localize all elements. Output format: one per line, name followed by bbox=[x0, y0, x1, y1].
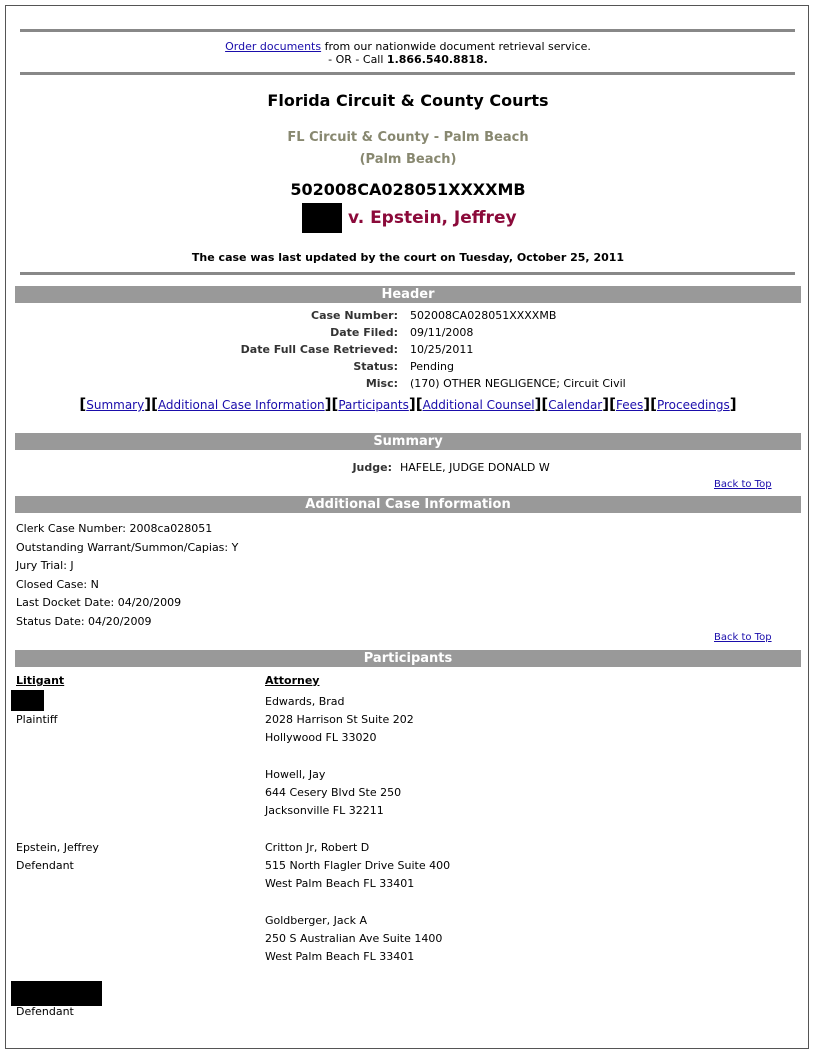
nav-link-additional-case-information[interactable]: Additional Case Information bbox=[157, 398, 325, 412]
defendant-role: Defendant bbox=[16, 1005, 74, 1018]
or-call-text: - OR - Call bbox=[328, 53, 387, 66]
additional-info-list bbox=[16, 520, 238, 631]
section-header-summary: Summary bbox=[15, 433, 801, 450]
order-documents-link[interactable]: Order documents bbox=[225, 40, 322, 53]
divider bbox=[20, 272, 795, 275]
attorney-address: 2028 Harrison St Suite 202 bbox=[265, 713, 414, 726]
section-header-header: Header bbox=[15, 286, 801, 303]
court-title: Florida Circuit & County Courts bbox=[267, 91, 549, 110]
case-title bbox=[302, 203, 517, 233]
attorney-column-header: Attorney bbox=[265, 674, 320, 687]
order-notice-text: from our nationwide document retrieval service. bbox=[321, 40, 591, 53]
redaction-block bbox=[11, 981, 102, 1006]
attorney-city: Jacksonville FL 32211 bbox=[265, 804, 384, 817]
detail-row bbox=[0, 358, 816, 375]
court-subtitle bbox=[0, 127, 816, 171]
divider bbox=[20, 29, 795, 32]
attorney-address: 250 S Australian Ave Suite 1400 bbox=[265, 932, 443, 945]
detail-value: (170) OTHER NEGLIGENCE; Circuit Civil bbox=[410, 377, 626, 390]
nav-link-additional-counsel[interactable]: Additional Counsel bbox=[422, 398, 535, 412]
detail-label: Case Number: bbox=[311, 309, 398, 322]
redaction-block bbox=[302, 203, 342, 233]
litigant-column-header: Litigant bbox=[16, 674, 65, 687]
nav-link-participants[interactable]: Participants bbox=[338, 398, 409, 412]
section-nav: [Summary][Additional Case Information][Participants][Additional Counsel][Calendar][Fees][Proceedings] bbox=[79, 395, 737, 413]
attorney-city: West Palm Beach FL 33401 bbox=[265, 877, 415, 890]
attorney-city: West Palm Beach FL 33401 bbox=[265, 950, 415, 963]
judge-value: HAFELE, JUDGE DONALD W bbox=[400, 461, 550, 474]
detail-value: 10/25/2011 bbox=[410, 343, 474, 356]
court-county: (Palm Beach) bbox=[359, 152, 457, 167]
case-versus: v. Epstein, Jeffrey bbox=[348, 208, 517, 228]
info-line: Status Date: 04/20/2009 bbox=[16, 614, 152, 628]
section-header-additional-case-information: Additional Case Information bbox=[15, 496, 801, 513]
plaintiff-role: Plaintiff bbox=[16, 713, 58, 726]
court-location: FL Circuit & County - Palm Beach bbox=[287, 130, 529, 145]
info-line: Closed Case: N bbox=[16, 577, 99, 591]
attorney-name: Howell, Jay bbox=[265, 768, 326, 781]
nav-link-proceedings[interactable]: Proceedings bbox=[656, 398, 730, 412]
detail-label: Date Filed: bbox=[330, 326, 398, 339]
summary-details bbox=[0, 459, 816, 476]
info-line: Last Docket Date: 04/20/2009 bbox=[16, 596, 182, 609]
nav-link-calendar[interactable]: Calendar bbox=[548, 398, 603, 412]
detail-label: Misc: bbox=[365, 377, 398, 390]
phone-number: 1.866.540.8818. bbox=[386, 53, 488, 66]
info-line: Clerk Case Number: 2008ca028051 bbox=[16, 522, 213, 535]
defendant-role: Defendant bbox=[16, 859, 74, 872]
detail-value: Pending bbox=[410, 360, 454, 373]
detail-row bbox=[0, 375, 816, 392]
divider bbox=[20, 72, 795, 75]
back-to-top-link[interactable]: Back to Top bbox=[714, 479, 772, 490]
case-number-heading: 502008CA028051XXXXMB bbox=[290, 180, 526, 199]
last-updated-notice: The case was last updated by the court on Tuesday, October 25, 2011 bbox=[191, 251, 625, 264]
nav-link-fees[interactable]: Fees bbox=[615, 398, 644, 412]
detail-row bbox=[0, 459, 816, 476]
detail-value: 09/11/2008 bbox=[410, 326, 474, 339]
order-notice bbox=[0, 40, 816, 66]
detail-label: Date Full Case Retrieved: bbox=[240, 343, 398, 356]
back-to-top-link[interactable]: Back to Top bbox=[714, 632, 772, 643]
attorney-name: Edwards, Brad bbox=[265, 695, 345, 708]
judge-label: Judge: bbox=[352, 461, 392, 474]
attorney-address: 515 North Flagler Drive Suite 400 bbox=[265, 859, 451, 872]
detail-row bbox=[0, 324, 816, 341]
attorney-city: Hollywood FL 33020 bbox=[265, 731, 377, 744]
attorney-name: Critton Jr, Robert D bbox=[265, 841, 370, 854]
detail-value: 502008CA028051XXXXMB bbox=[410, 309, 557, 322]
header-details bbox=[0, 307, 816, 397]
detail-row bbox=[0, 341, 816, 358]
info-line: Jury Trial: J bbox=[16, 559, 74, 572]
info-line: Outstanding Warrant/Summon/Capias: Y bbox=[16, 540, 239, 554]
attorney-name: Goldberger, Jack A bbox=[265, 914, 368, 927]
section-header-participants: Participants bbox=[15, 650, 801, 667]
detail-label: Status: bbox=[353, 360, 398, 373]
defendant-name: Epstein, Jeffrey bbox=[16, 841, 99, 854]
nav-link-summary[interactable]: Summary bbox=[86, 398, 145, 412]
detail-row bbox=[0, 307, 816, 324]
redaction-block bbox=[11, 690, 44, 711]
attorney-address: 644 Cesery Blvd Ste 250 bbox=[265, 786, 402, 799]
